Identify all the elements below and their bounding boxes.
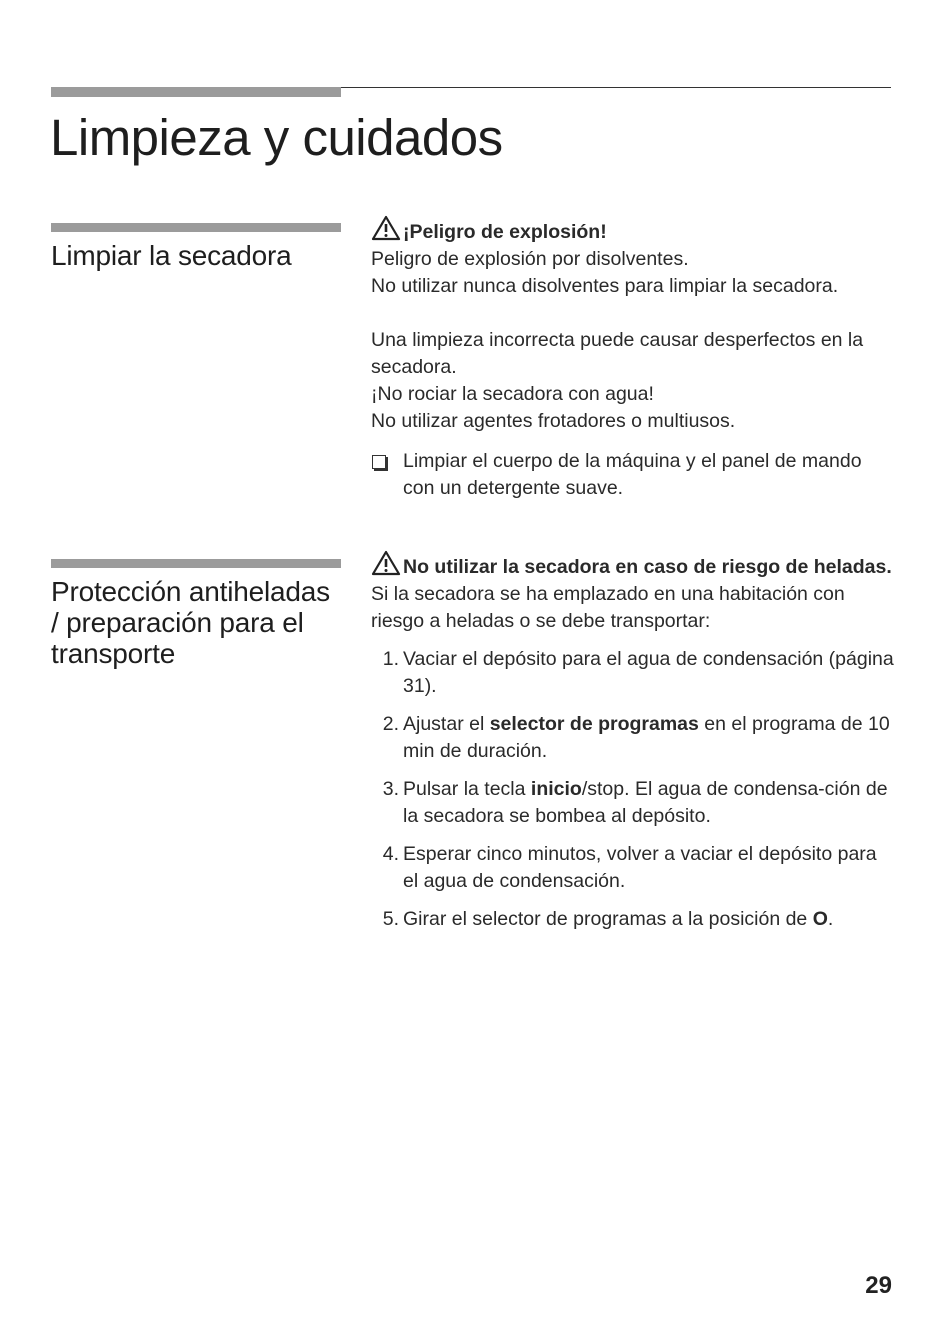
step-item — [371, 841, 896, 895]
step-bold-text: inicio — [530, 778, 582, 800]
warning-triangle-icon — [371, 550, 401, 576]
checkbox-icon — [372, 455, 386, 469]
step-text: Ajustar el — [403, 713, 490, 735]
warning-explosion — [371, 219, 896, 246]
warning-text: ¡Peligro de explosión! — [403, 221, 607, 243]
section-heading-limpiar: Limpiar la secadora — [51, 240, 292, 271]
step-text: /stop. El agua de condensa-ción de la secadora se bombea al depósito. — [403, 778, 888, 827]
text-line: Peligro de explosión por disolventes. — [371, 248, 689, 270]
text-line: ¡No rociar la secadora con agua! — [371, 383, 654, 405]
step-bold-text: selector de programas — [489, 713, 699, 735]
intro-text: Si la secadora se ha emplazado en una habitación con riesgo a heladas o se debe transportar: — [371, 583, 845, 632]
warning-text: No utilizar la secadora en caso de riesgo de heladas. — [403, 556, 892, 578]
step-text: . — [827, 908, 834, 930]
step-bold-text: O — [812, 908, 828, 930]
warning-frost — [371, 554, 896, 581]
step-number: 4. — [382, 843, 399, 865]
section-body-limpiar — [371, 219, 896, 502]
step-item — [371, 646, 896, 700]
step-number: 2. — [382, 713, 399, 735]
warning-triangle-icon — [371, 215, 401, 241]
header-accent-bar — [51, 87, 341, 97]
checklist-item — [371, 448, 896, 502]
step-item — [371, 776, 896, 830]
step-text: en el programa de 10 min de duración. — [403, 713, 890, 762]
step-item — [371, 711, 896, 765]
text-line: Una limpieza incorrecta puede causar desperfectos en la secadora. — [371, 329, 864, 378]
step-text: Vaciar el depósito para el agua de condensación (página 31). — [403, 648, 894, 697]
steps-list — [371, 646, 896, 933]
step-number: 5. — [382, 908, 399, 930]
section-bar-proteccion — [51, 559, 341, 568]
text-line: No utilizar nunca disolventes para limpiar la secadora. — [371, 275, 839, 297]
checklist-text: Limpiar el cuerpo de la máquina y el panel de mando con un detergente suave. — [403, 450, 862, 499]
step-text: Pulsar la tecla — [403, 778, 531, 800]
step-text: Esperar cinco minutos, volver a vaciar el depósito para el agua de condensación. — [403, 843, 877, 892]
page-title: Limpieza y cuidados — [50, 109, 503, 166]
step-text: Girar el selector de programas a la posición de — [403, 908, 813, 930]
text-line: No utilizar agentes frotadores o multiusos. — [371, 410, 736, 432]
section-bar-limpiar — [51, 223, 341, 232]
step-item — [371, 906, 896, 933]
step-number: 1. — [382, 648, 399, 670]
step-number: 3. — [382, 778, 399, 800]
section-heading-proteccion: Protección antiheladas / preparación para el transporte — [51, 576, 330, 669]
section-body-proteccion — [371, 554, 896, 933]
page-number: 29 — [865, 1272, 892, 1299]
